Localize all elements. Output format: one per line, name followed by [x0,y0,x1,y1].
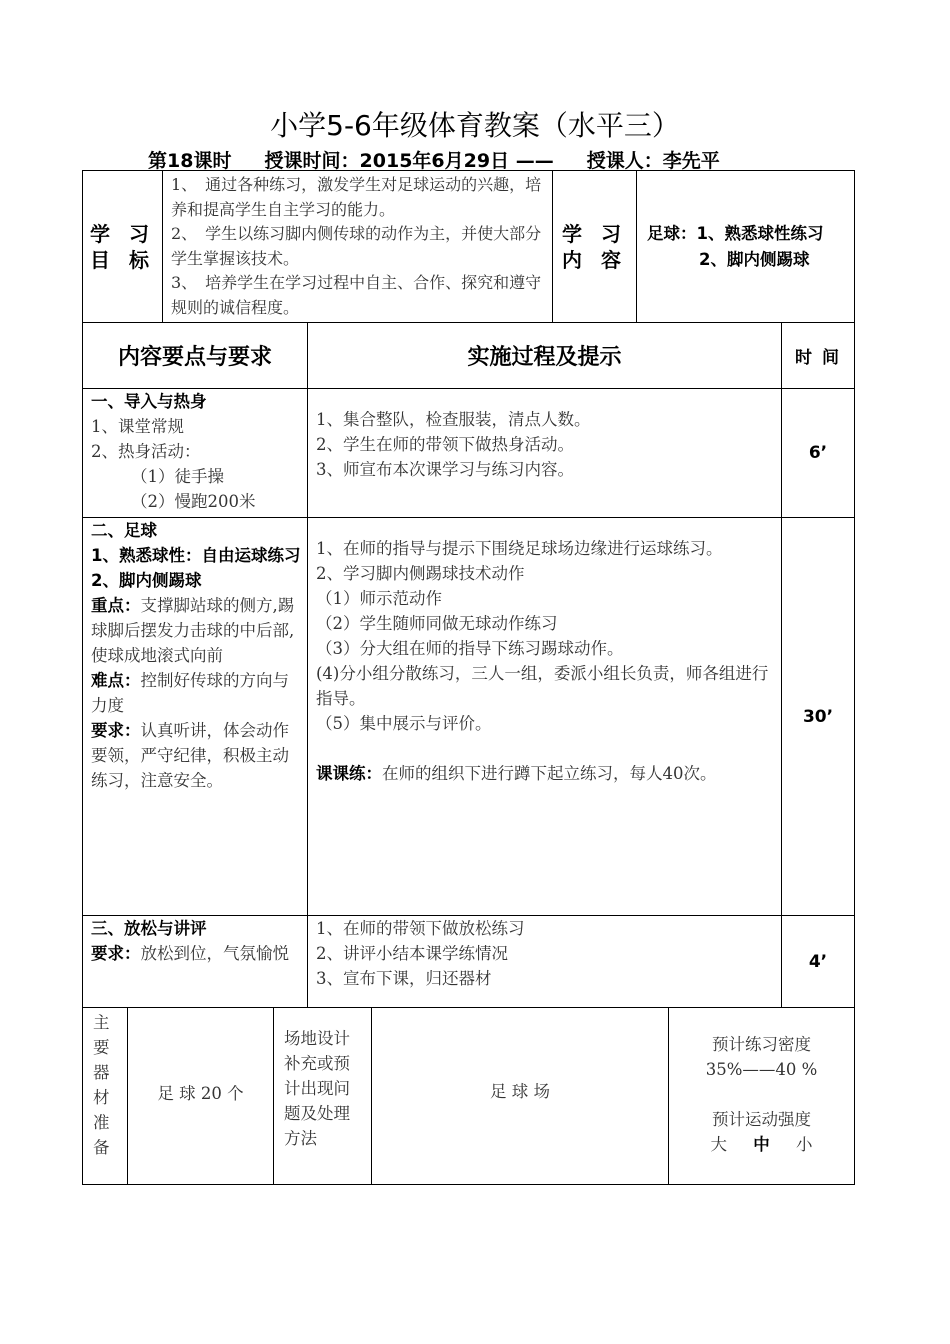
objectives-table [82,170,855,323]
process-step: 1、集合整队，检查服装，清点人数。 [316,410,591,429]
process-step: (4)分小组分散练习，三人一组，委派小组长负责，师各组进行指导。 [316,664,769,708]
section1-line: 2、热身活动： [91,442,201,461]
process-step: 1、在师的指导与提示下围绕足球场边缘进行运球练习。 [316,539,723,558]
density-intensity [669,1008,855,1185]
objective-item: 2、 学生以练习脚内侧传球的动作为主，并使大部分学生掌握该技术。 [171,224,542,268]
header-time: 时 间 [782,323,855,389]
content-line-2: 2、脚内侧踢球 [699,249,810,269]
venue-label: 场地设计补充或预计出现问题及处理方法 [274,1008,372,1185]
content-value [637,171,855,323]
section2-title: 二、足球 [91,521,157,540]
objective-item: 3、 培养学生在学习过程中自主、合作、探究和遵守规则的诚信程度。 [171,273,542,317]
intensity-medium: 中 [753,1135,770,1154]
equipment-value: 足 球 20 个 [128,1008,274,1185]
section3-time: 4’ [782,916,855,1008]
header-process: 实施过程及提示 [308,323,782,389]
section2-drill: 课课练：在师的组织下进行蹲下起立练习，每人40次。 [316,764,717,783]
intensity-label: 预计运动强度 [712,1110,811,1129]
content-line-1: 足球：1、熟悉球性练习 [647,223,824,243]
process-step: 2、学生在师的带领下做热身活动。 [316,435,574,454]
page-title: 小学5-6年级体育教案（水平三） [270,109,680,142]
density-value: 35%——40 % [705,1060,818,1079]
process-step: （5）集中展示与评价。 [316,714,492,733]
section1-title: 一、导入与热身 [91,392,207,411]
process-step: （2）学生随师同做无球动作练习 [316,614,558,633]
section2-key: 重点：支撑脚站球的侧方,踢球脚后摆发力击球的中后部,使球成地滚式向前 [91,596,295,665]
equipment-label: 主要器材准备 [83,1008,128,1185]
intensity-high: 大 [710,1135,728,1154]
equipment-table [82,1007,855,1185]
section1-line: 1、课堂常规 [91,417,184,436]
header-key-points: 内容要点与要求 [83,323,308,389]
content-label: 学 习 内 容 [553,171,637,323]
lesson-info-line [148,146,720,173]
section2-difficulty: 难点：控制好传球的方向与力度 [91,671,289,715]
section1-time: 6’ [782,389,855,518]
process-table [82,322,855,1008]
objectives-list [163,171,553,323]
lesson-date: 授课时间：2015年6月29日 —— [264,150,554,172]
process-step: （1）师示范动作 [316,589,442,608]
section3-title: 三、放松与讲评 [91,919,207,938]
section2-requirement: 要求：认真听讲，体会动作要领，严守纪律，积极主动练习，注意安全。 [91,721,289,790]
density-label: 预计练习密度 [712,1035,811,1054]
process-step: （3）分大组在师的指导下练习踢球动作。 [316,639,624,658]
process-step: 2、讲评小结本课学练情况 [316,944,508,963]
process-step: 3、师宣布本次课学习与练习内容。 [316,460,574,479]
section3-process [308,916,782,1008]
section1-points [83,389,308,518]
section1-process [308,389,782,518]
section1-line: （1）徒手操 [131,467,224,486]
section2-points [83,518,308,916]
process-step: 1、在师的带领下做放松练习 [316,919,525,938]
section1-line: （2）慢跑200米 [131,492,256,511]
section2-process [308,518,782,916]
lesson-teacher: 授课人：李先平 [586,150,720,172]
intensity-low: 小 [795,1135,813,1154]
section3-points [83,916,308,1008]
process-step: 2、学习脚内侧踢球技术动作 [316,564,525,583]
section2-sub2: 2、脚内侧踢球 [91,571,202,590]
venue-value: 足 球 场 [372,1008,669,1185]
objectives-label: 学 习 目 标 [83,171,163,323]
section2-time: 30’ [782,518,855,916]
section2-sub1: 1、熟悉球性：自由运球练习 [91,546,301,565]
objective-item: 1、 通过各种练习，激发学生对足球运动的兴趣，培养和提高学生自主学习的能力。 [171,175,542,219]
intensity-options [669,1132,854,1157]
process-step: 3、宣布下课，归还器材 [316,969,492,988]
lesson-number: 第18课时 [148,150,232,172]
section3-requirement: 要求：放松到位，气氛愉悦 [91,944,289,963]
